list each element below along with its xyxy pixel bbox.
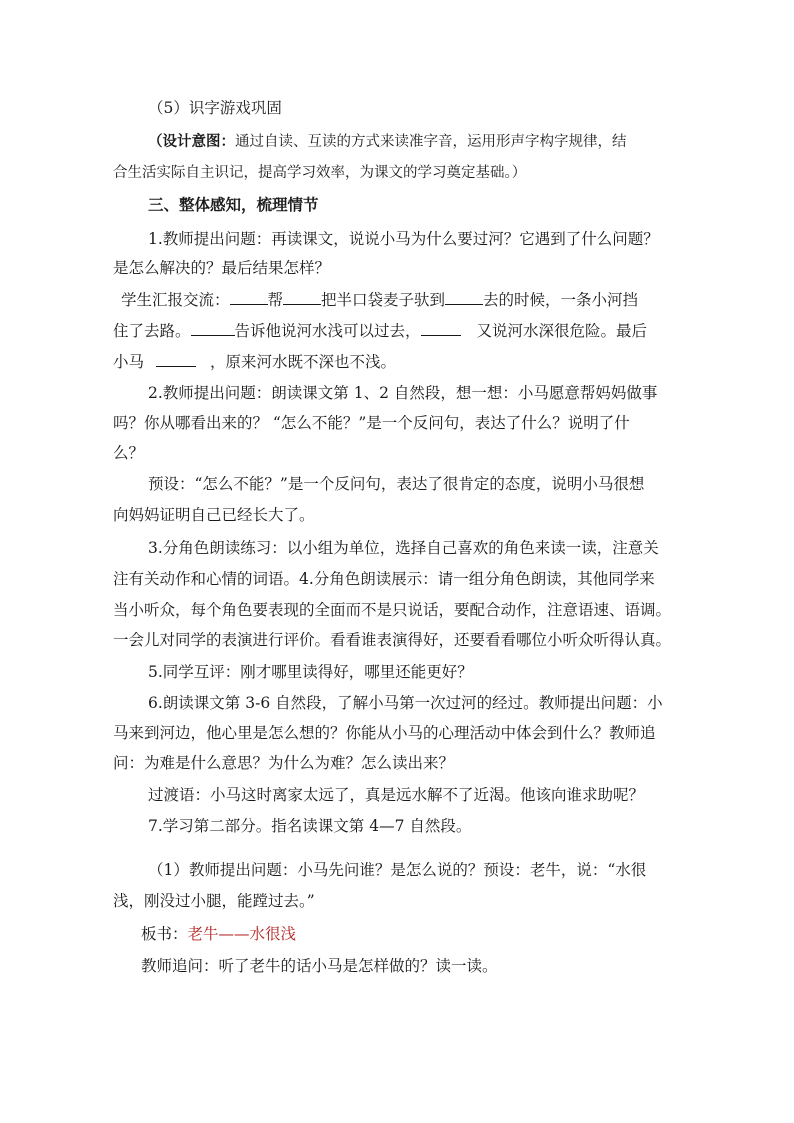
paragraph-line: 预设：“怎么不能？”是一个反问句，表达了很肯定的态度，说明小马很想 bbox=[148, 475, 645, 493]
paragraph-line: 7.学习第二部分。指名读课文第 4—7 自然段。 bbox=[148, 817, 472, 835]
paragraph-line: 注有关动作和心情的词语。4.分角色朗读展示：请一组分角色朗读，其他同学来 bbox=[113, 570, 655, 588]
answer-blank bbox=[191, 321, 235, 336]
paragraph-line: 向妈妈证明自己已经长大了。 bbox=[113, 506, 315, 524]
paragraph-line: 5.同学互评：刚才哪里读得好，哪里还能更好？ bbox=[148, 663, 473, 681]
paragraph-line: 浅，刚没过小腿，能蹚过去。” bbox=[113, 892, 315, 910]
blackboard-note: 板书：老牛——水很浅 bbox=[141, 925, 297, 943]
blackboard-note-text: 老牛——水很浅 bbox=[187, 925, 297, 943]
answer-blank bbox=[156, 352, 196, 367]
paragraph-line: 过渡语：小马这时离家太远了，真是远水解不了近渴。他该向谁求助呢？ bbox=[148, 786, 645, 804]
paragraph-line: （1）教师提出问题：小马先问谁？是怎么说的？预设：老牛，说：“水很 bbox=[148, 861, 647, 879]
answer-blank bbox=[445, 290, 483, 305]
fill-blank-line-2: 住了去路。 告诉他说河水浅可以过去， 又说河水深很危险。最后 bbox=[113, 322, 648, 340]
fill-blank-line-3: 小马 ，原来河水既不深也不浅。 bbox=[113, 353, 397, 371]
paragraph-line: 马来到河边，他心里是怎么想的？你能从小马的心理活动中体会到什么？教师追 bbox=[113, 724, 656, 742]
paragraph-line: 么？ bbox=[113, 444, 145, 462]
answer-blank bbox=[230, 290, 268, 305]
section-heading-3: 三、整体感知，梳理情节 bbox=[148, 195, 319, 214]
design-intent-label: （设计意图： bbox=[148, 133, 235, 150]
paragraph-line: 是怎么解决的？最后结果怎样？ bbox=[113, 259, 331, 277]
design-intent-text-1: 通过自读、互读的方式来读准字音，运用形声字构字规律，结 bbox=[235, 134, 627, 150]
paragraph-line: 一会儿对同学的表演进行评价。看看谁表演得好，还要看看哪位小听众听得认真。 bbox=[113, 631, 672, 649]
answer-blank bbox=[421, 321, 461, 336]
fill-blank-line-1: 学生汇报交流： 帮 把半口袋麦子驮到 去的时候，一条小河挡 bbox=[121, 291, 639, 309]
paragraph-line: 问：为难是什么意思？为什么为难？怎么读出来？ bbox=[113, 754, 455, 772]
design-intent-line-2: 合生活实际自主识记，提高学习效率，为课文的学习奠定基础。） bbox=[113, 165, 527, 181]
paragraph-line: 3.分角色朗读练习：以小组为单位，选择自己喜欢的角色来读一读，注意关 bbox=[148, 539, 659, 557]
paragraph-line: 6.朗读课文第 3-6 自然段，了解小马第一次过河的经过。教师提出问题：小 bbox=[148, 694, 663, 712]
paragraph-line: 1.教师提出问题：再读课文，说说小马为什么要过河？它遇到了什么问题？ bbox=[148, 230, 659, 248]
paragraph-line: 吗？你从哪看出来的？ “怎么不能？”是一个反问句，表达了什么？说明了什 bbox=[113, 414, 630, 432]
paragraph-line: 教师追问：听了老牛的话小马是怎样做的？读一读。 bbox=[141, 957, 498, 975]
design-intent-line-1 bbox=[148, 132, 627, 152]
section-item-5: （5）识字游戏巩固 bbox=[148, 99, 282, 117]
answer-blank bbox=[283, 290, 321, 305]
paragraph-line: 当小听众，每个角色要表现的全面而不是只说话，要配合动作，注意语速、语调。 bbox=[113, 601, 672, 619]
paragraph-line: 2.教师提出问题：朗读课文第 1、2 自然段，想一想：小马愿意帮妈妈做事 bbox=[148, 384, 658, 402]
